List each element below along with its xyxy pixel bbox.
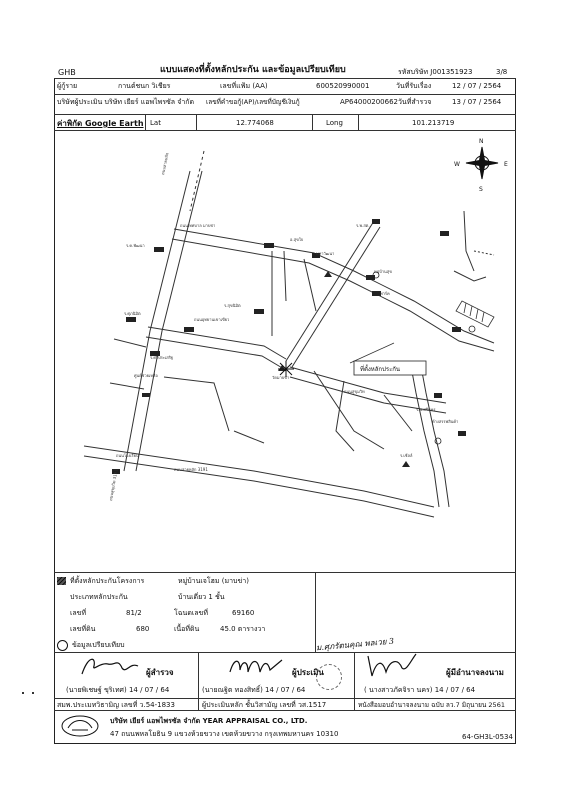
svg-text:ถนนสุขุมวิท: ถนนสุขุมวิท [344, 389, 365, 394]
file-label: เลขที่แฟ้ม (AA) [220, 82, 268, 90]
received-date: 12 / 07 / 2564 [452, 82, 502, 90]
file-number: 600520990001 [316, 82, 370, 90]
no-label: เลขที่ [70, 609, 87, 617]
loan-request-label: เลขที่คำขอกู้(AP)/เลขที่บัญชีเงินกู้ [206, 98, 300, 106]
svg-text:ถนนโรงเรียน: ถนนโรงเรียน [116, 453, 139, 458]
compare-label: ข้อมูลเปรียบเทียบ [72, 641, 125, 649]
svg-text:ร.พ.ศรีนคร: ร.พ.ศรีนคร [416, 407, 436, 412]
survey-date: 13 / 07 / 2564 [452, 98, 502, 106]
received-label: วันที่รับเรื่อง [396, 82, 432, 90]
scan-speck [32, 692, 34, 694]
deed-value: 69160 [232, 609, 255, 617]
coords-label: ค่าพิกัด Google Earth [57, 119, 144, 128]
area-value: 45.0 ตารางวา [220, 625, 266, 633]
long-label: Long [326, 119, 343, 127]
target-callout-label: ที่ตั้งหลักประกัน [360, 366, 401, 373]
coords-div-4 [358, 114, 359, 130]
svg-text:ถนนสุขุมวิท 3191: ถนนสุขุมวิท 3191 [108, 468, 119, 502]
loan-request-number: AP64000200662 [340, 98, 398, 106]
compass-rose [466, 147, 498, 179]
appraiser-name: (นายณฐิต ทองสิทธิ์) 14 / 07 / 64 [202, 686, 306, 694]
svg-text:ถนนเทศบาล มาบข่า: ถนนเทศบาล มาบข่า [180, 223, 216, 228]
svg-text:ถนนสายหลัก: ถนนสายหลัก [160, 152, 170, 176]
company-logo [60, 714, 100, 738]
row2-top [54, 94, 516, 95]
deed-label: โฉนดเลขที่ [174, 609, 208, 617]
svg-text:อ.สุขใจ: อ.สุขใจ [290, 237, 304, 242]
svg-text:ร.สุขนิมิต: ร.สุขนิมิต [224, 303, 241, 308]
row1-top [54, 78, 516, 79]
compare-circle-icon [57, 640, 68, 651]
page-number: 3/8 [496, 68, 508, 76]
svg-text:ศูนย์ช่วยเหลือ: ศูนย์ช่วยเหลือ [134, 373, 158, 378]
company-code: รหัสบริษัท J001351923 [398, 68, 473, 76]
scan-speck [22, 692, 24, 694]
compass-s: S [479, 186, 483, 193]
coords-div-2 [196, 114, 197, 130]
surveyor-license: สมพ.ประเมทวิธามิญ เลขที่ ว.54-1833 [57, 701, 175, 709]
project-label: ที่ตั้งหลักประกันโครงการ [70, 577, 145, 585]
handwritten-note: ม.ศุภรัตนคุณ พลเวย 3 [315, 636, 395, 653]
svg-text:พาร์ค: พาร์ค [380, 291, 390, 296]
surveyor-name: (นายพิเชษฐ์ ขุริเทศ) 14 / 07 / 64 [66, 686, 170, 694]
page-title: แบบแสดงที่ตั้งหลักประกัน และข้อมูลเปรียบเทียบ [160, 65, 346, 75]
svg-text:ถนนอุทยานเขาเขียว: ถนนอุทยานเขาเขียว [194, 317, 230, 322]
long-value: 101.213719 [412, 119, 455, 127]
type-value: บ้านเดี่ยว 1 ชั้น [178, 593, 225, 601]
project-value: หมู่บ้านเจโฮม (มาบข่า) [178, 577, 249, 585]
sign-div-2 [354, 652, 355, 710]
svg-text:หมู่บ้านสุข: หมู่บ้านสุข [374, 269, 392, 274]
type-label: ประเภทหลักประกัน [70, 593, 128, 601]
authorized-name: ( นางสาวภัคจิรา นคร) 14 / 07 / 64 [364, 686, 476, 694]
footer-top [54, 710, 516, 711]
no-value: 81/2 [126, 609, 142, 617]
svg-text:ถนนสายหลัก 3191: ถนนสายหลัก 3191 [174, 467, 208, 472]
footer-company: บริษัท เยียร์ แอพไพรซัล จำกัด YEAR APPRAISAL CO., LTD. [110, 717, 308, 725]
svg-text:ร.ศรีประเสริฐ: ร.ศรีประเสริฐ [150, 355, 174, 360]
authorized-signature [362, 650, 422, 680]
appraiser-role: ผู้ประเมิน [292, 668, 324, 677]
borrower-label: ผู้กู้ราย [57, 82, 78, 90]
authorized-role: ผู้มีอำนาจลงนาม [446, 668, 504, 677]
sign-mid [54, 698, 516, 699]
form-code: 64-GH3L-0534 [462, 733, 513, 741]
svg-text:ร.พ.สต.: ร.พ.สต. [356, 223, 370, 228]
coords-div-3 [312, 114, 313, 130]
lat-value: 12.774068 [236, 119, 274, 127]
project-swatch [57, 577, 66, 585]
survey-label: วันที่สำรวจ [398, 98, 432, 106]
surveyor-role: ผู้สำรวจ [146, 668, 174, 677]
subject-marker [278, 361, 294, 377]
svg-text:ร.ศุภนิมิต: ร.ศุภนิมิต [124, 311, 141, 316]
authorized-note: หนังสือมอบอำนาจลงนาม ฉบับ ลว.7 มิถุนายน 2561 [358, 701, 505, 709]
land-no-value: 680 [136, 625, 150, 633]
lat-label: Lat [150, 119, 161, 127]
svg-text:ร.เซ้ลล์: ร.เซ้ลล์ [400, 453, 413, 458]
svg-text:มหาวัฒนา: มหาวัฒนา [316, 251, 335, 256]
row3-top [54, 114, 516, 115]
footer-address: 47 ถนนพหลโยธิน 9 แขวงห้วยขวาง เขตห้วยขวาง กรุงเทพมหานคร 10310 [110, 730, 339, 738]
appraisal-company: บริษัทผู้ประเมิน บริษัท เยียร์ แอพไพรซัล จำกัด [57, 98, 195, 106]
location-map [54, 131, 516, 571]
svg-text:ห้างสรรพสินค้า: ห้างสรรพสินค้า [432, 419, 459, 424]
borrower-name: กานต์ชนก วิเชียร [118, 82, 171, 90]
svg-text:วัดมาบข่า: วัดมาบข่า [272, 375, 290, 380]
compass-n: N [479, 138, 484, 145]
land-no-label: เลขที่ดิน [70, 625, 96, 633]
appraiser-license: ผู้ประเมินหลัก ชั้นวิสามัญ เลขที่ วส.1517 [202, 701, 327, 709]
compass-w: W [454, 161, 460, 168]
sign-div-1 [198, 652, 199, 710]
bank-label: GHB [58, 68, 76, 77]
compass-e: E [504, 161, 508, 168]
area-label: เนื้อที่ดิน [174, 625, 200, 633]
coords-div-1 [145, 114, 146, 130]
svg-text:ร.ค.พัฒนา: ร.ค.พัฒนา [126, 243, 145, 248]
